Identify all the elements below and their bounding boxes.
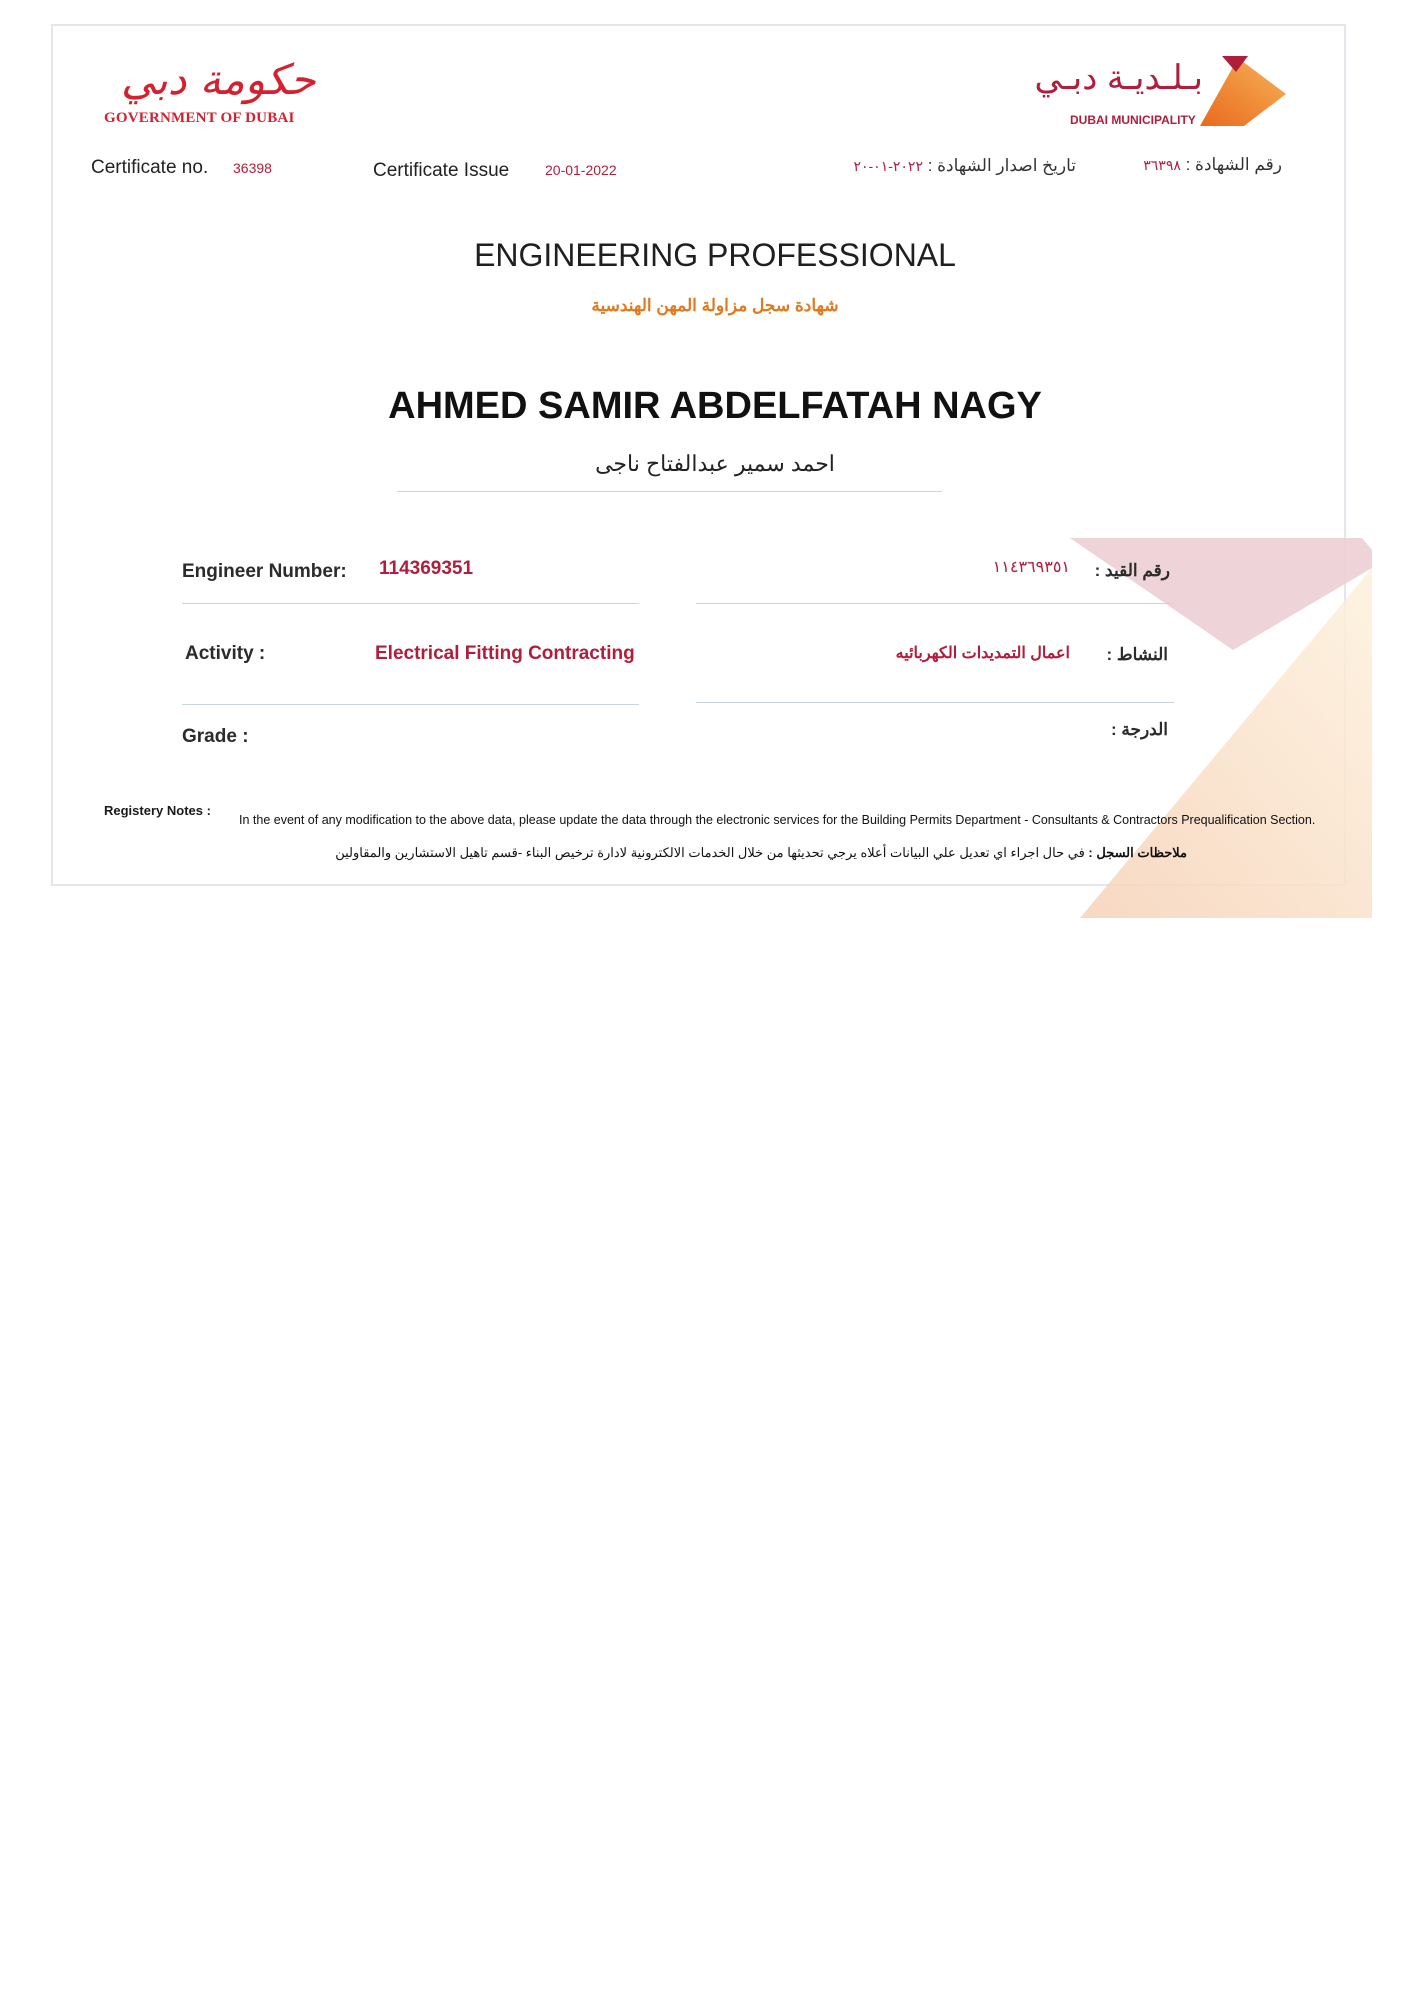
certificate-title-arabic: شهادة سجل مزاولة المهن الهندسية [591, 296, 839, 315]
activity-label: Activity : [185, 643, 266, 664]
engineer-number-divider-left [182, 603, 639, 604]
holder-name: AHMED SAMIR ABDELFATAH NAGY [388, 385, 1042, 427]
certificate-number-arabic-value: ٣٦٣٩٨ [1143, 157, 1181, 173]
issue-date-arabic [853, 156, 1076, 176]
government-of-dubai-logo [101, 55, 316, 127]
grade-arabic-label: الدرجة : [1110, 720, 1168, 739]
registration-number-arabic-value: ١١٤٣٦٩٣٥١ [992, 559, 1070, 576]
gov-logo-arabic: حكومة دبي [121, 55, 316, 104]
certificate-number-arabic [1143, 155, 1282, 175]
grade-label: Grade : [182, 726, 249, 747]
dm-logo-mark-icon [1198, 56, 1288, 128]
certificate-issue-label: Certificate Issue [373, 160, 510, 181]
certificate-number-label: Certificate no. [91, 157, 209, 178]
registry-notes-label: Registery Notes : [104, 803, 211, 818]
certificate-number-arabic-label: رقم الشهادة : [1185, 155, 1282, 174]
activity-value: Electrical Fitting Contracting [375, 643, 635, 664]
gov-logo-english: GOVERNMENT OF DUBAI [104, 110, 295, 126]
registration-number-arabic-label: رقم القيد : [1094, 561, 1170, 580]
registry-notes-arabic-text: في حال اجراء اي تعديل علي البيانات أعلاه يرجي تحديثها من خلال الخدمات الالكترونية لادارة ترخيص البناء -قسم تاهيل الاستشارين والمقاولين [335, 845, 1085, 860]
engineer-number-label: Engineer Number: [182, 561, 347, 582]
dm-logo-arabic: بـلـديـة دبـي [1034, 59, 1203, 97]
engineer-number-divider-right [696, 603, 1174, 604]
engineer-number-value: 114369351 [379, 558, 474, 579]
activity-divider-left [182, 704, 639, 705]
issue-date-arabic-label: تاريخ اصدار الشهادة : [927, 156, 1076, 175]
issue-date-arabic-value: ٢٠٢٢-٠١-٢٠ [853, 158, 923, 174]
holder-name-arabic: احمد سمير عبدالفتاح ناجى [595, 451, 835, 476]
activity-arabic-value: اعمال التمديدات الكهربائيه [895, 645, 1070, 662]
registry-notes-arabic [335, 845, 1187, 861]
certificate-title: ENGINEERING PROFESSIONAL [474, 237, 956, 273]
activity-divider-right [696, 702, 1174, 703]
registry-notes-text: In the event of any modification to the above data, please update the data through the electronic services for the Building Permits Department - Consultants & Contractors Prequalification Section. [239, 813, 1316, 827]
activity-arabic-label: النشاط : [1106, 645, 1168, 664]
name-divider [397, 491, 942, 492]
certificate-issue-value: 20-01-2022 [545, 162, 617, 178]
dubai-municipality-logo [1034, 56, 1288, 131]
dm-logo-english: DUBAI MUNICIPALITY [1070, 113, 1196, 127]
registry-notes-arabic-label: ملاحظات السجل : [1088, 845, 1187, 860]
certificate-number-value: 36398 [233, 160, 272, 176]
